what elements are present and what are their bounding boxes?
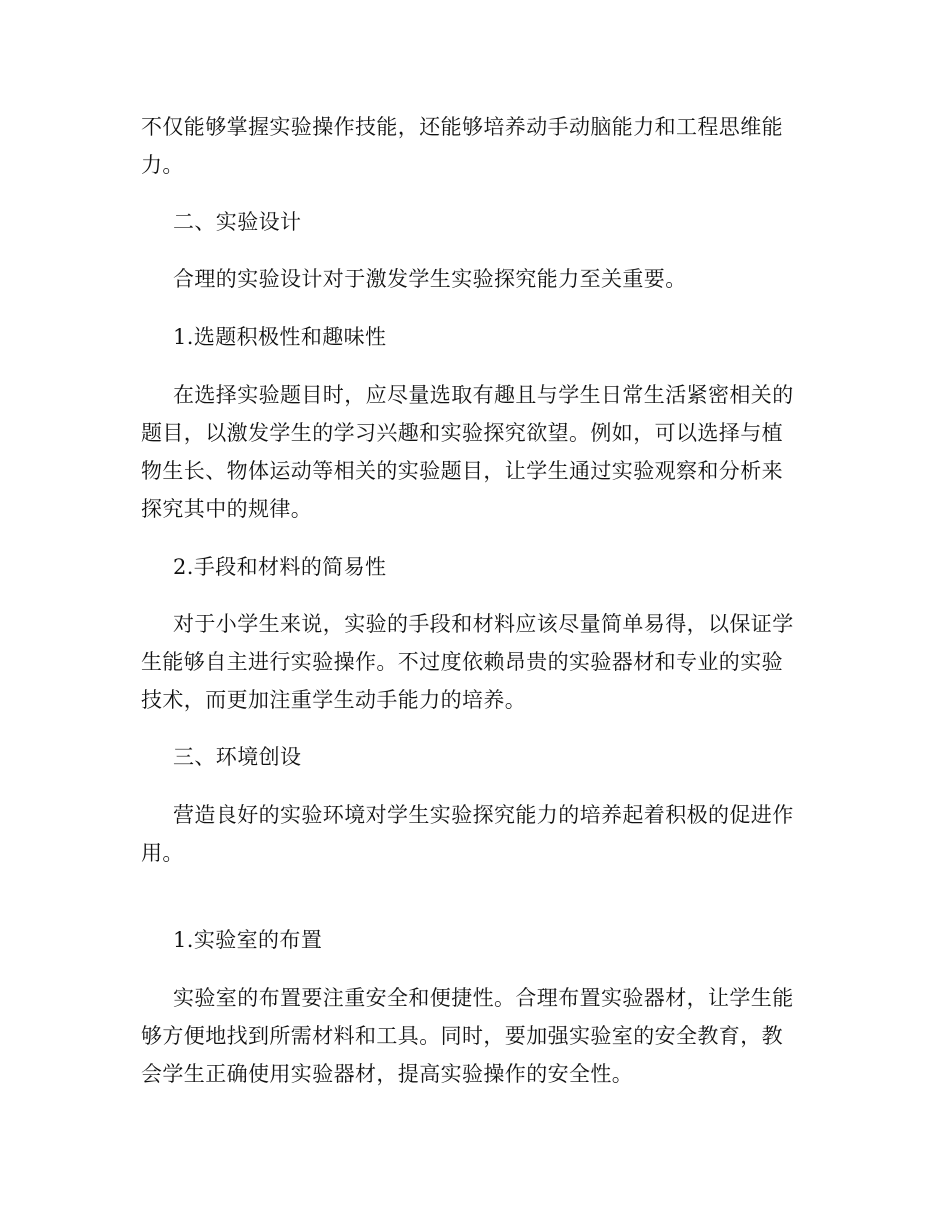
paragraph-line: 物生长、物体运动等相关的实验题目，让学生通过实验观察和分析来 <box>141 459 783 483</box>
paragraph: 合理的实验设计对于激发学生实验探究能力至关重要。 <box>173 267 687 291</box>
paragraph-line: 在选择实验题目时，应尽量选取有趣且与学生日常生活紧密相关的 <box>173 383 794 407</box>
paragraph-line: 用。 <box>141 841 184 865</box>
intro-line: 力。 <box>141 153 184 177</box>
paragraph-line: 探究其中的规律。 <box>141 497 313 521</box>
paragraph-line: 生能够自主进行实验操作。不过度依赖昂贵的实验器材和专业的实验 <box>141 650 783 674</box>
subsection-heading: 1.选题积极性和趣味性 <box>173 325 387 349</box>
paragraph-line: 技术，而更加注重学生动手能力的培养。 <box>141 688 527 712</box>
paragraph-line: 够方便地找到所需材料和工具。同时，要加强实验室的安全教育，教 <box>141 1024 783 1048</box>
paragraph-line: 营造良好的实验环境对学生实验探究能力的培养起着积极的促进作 <box>173 803 794 827</box>
paragraph-line: 对于小学生来说，实验的手段和材料应该尽量简单易得，以保证学 <box>173 612 794 636</box>
paragraph-line: 题目，以激发学生的学习兴趣和实验探究欲望。例如，可以选择与植 <box>141 421 783 445</box>
subsection-heading: 2.手段和材料的简易性 <box>173 555 387 579</box>
section-heading: 二、实验设计 <box>173 210 302 234</box>
section-heading: 三、环境创设 <box>173 745 302 769</box>
paragraph-line: 会学生正确使用实验器材，提高实验操作的安全性。 <box>141 1062 634 1086</box>
subsection-heading: 1.实验室的布置 <box>173 928 323 952</box>
intro-line: 不仅能够掌握实验操作技能，还能够培养动手动脑能力和工程思维能 <box>141 115 783 139</box>
paragraph-line: 实验室的布置要注重安全和便捷性。合理布置实验器材，让学生能 <box>173 986 794 1010</box>
